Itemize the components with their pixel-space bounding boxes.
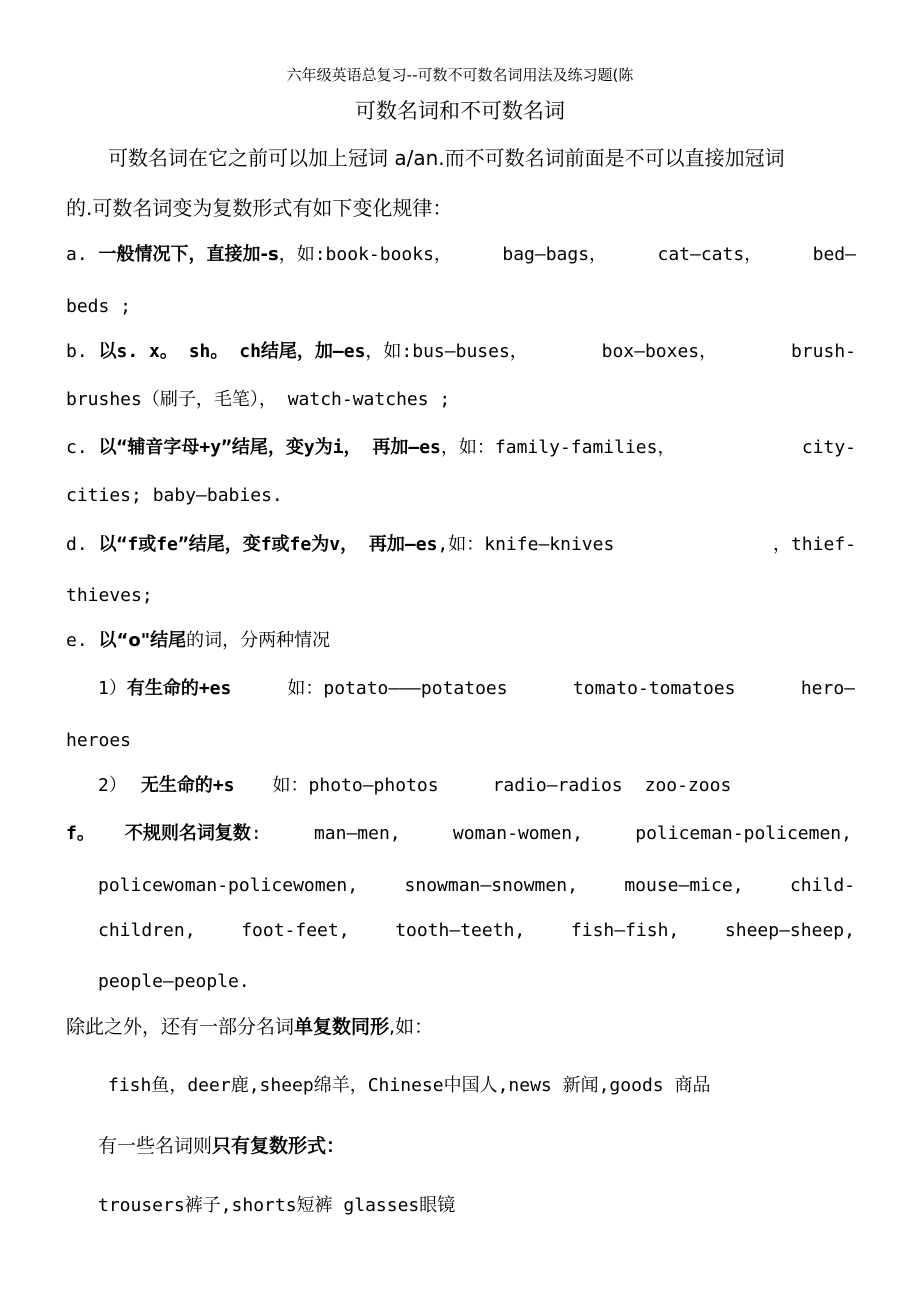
rule-f-rule: 不规则名词复数: [124, 823, 251, 844]
rule-e-sub2-example-1: 如：photo—photos: [272, 775, 439, 796]
rule-b-rule: 以s. x。 sh。 ch结尾，加—es: [98, 341, 366, 362]
rule-a-example-2: bag—bags，: [502, 244, 608, 265]
rule-f-line-2: [98, 877, 855, 895]
rule-f-example-8: children,: [98, 920, 196, 941]
rule-f-colon: :: [250, 823, 262, 844]
rule-e-sub1-label: 有生命的+es: [126, 678, 232, 699]
rule-f-example-3: policeman-policemen,: [635, 823, 852, 844]
rule-e-rule: 以“o"结尾: [98, 630, 187, 651]
rule-a-example-1: ，如:book-books，: [278, 244, 452, 265]
rule-e-sub2-line: [98, 777, 731, 795]
rule-f-example-5: snowman—snowmen,: [404, 875, 578, 896]
document-title: 可数名词和不可数名词: [355, 99, 565, 123]
rule-b-example-1: ，如:bus—buses，: [365, 341, 528, 362]
rule-b-head: [66, 343, 528, 361]
rule-c-prefix: c.: [66, 437, 88, 458]
rule-f-example-7: child-: [789, 875, 855, 896]
rule-e-sub1-example-3: hero—: [800, 678, 855, 699]
plural-only-examples: trousers裤子,shorts短裤 glasses眼镜: [98, 1195, 456, 1216]
rule-d-rule: 以“f或fe”结尾，变f或fe为v， 再加—es: [98, 534, 438, 555]
rule-e-sub2-example-3: zoo-zoos: [644, 775, 732, 796]
rule-c-line: [66, 439, 856, 457]
same-form-heading: [66, 1018, 433, 1037]
rule-e-sub2-num: 2）: [98, 775, 127, 796]
plural-only-heading: [98, 1137, 345, 1156]
rule-a-example-3: cat—cats，: [657, 244, 763, 265]
intro-line-1: 可数名词在它之前可以加上冠词 a/an.而不可数名词前面是不可以直接加冠词: [108, 146, 785, 170]
rule-f-prefix: f。: [66, 823, 95, 844]
rule-d-example-2: ，thief-: [772, 534, 856, 555]
rule-d-line: [66, 536, 856, 554]
rule-a-prefix: a.: [66, 244, 88, 265]
rule-f-example-4: policewoman-policewomen,: [98, 875, 359, 896]
rule-a-head: [66, 246, 452, 264]
rule-e-tail: 的词，分两种情况: [186, 630, 331, 651]
rule-f-head: [66, 825, 262, 843]
rule-f-example-6: mouse—mice,: [624, 875, 744, 896]
rule-d-prefix: d.: [66, 534, 88, 555]
rule-c-rule: 以“辅音字母+y”结尾，变y为i， 再加—es: [98, 437, 441, 458]
rule-e-sub1-line: [98, 680, 855, 698]
rule-e-prefix: e.: [66, 630, 88, 651]
plural-only-text-before: 有一些名词则: [98, 1135, 213, 1157]
rule-d-head: [66, 536, 614, 554]
rule-b-example-2: box—boxes，: [601, 341, 718, 362]
rule-e-sub2-example-2: radio—radios: [492, 775, 623, 796]
plural-only-bold: 只有复数形式：: [212, 1135, 346, 1157]
same-form-text-after: ,如：: [389, 1016, 434, 1038]
rule-f-example-2: woman-women,: [452, 823, 583, 844]
rule-f-example-10: tooth—teeth,: [395, 920, 526, 941]
same-form-text-before: 除此之外，还有一部分名词: [66, 1016, 295, 1038]
rule-e-sub1-example-1: 如：potato———potatoes: [287, 678, 508, 699]
rule-f-example-12: sheep—sheep,: [724, 920, 855, 941]
rule-a-example-4: bed—: [812, 244, 856, 265]
rule-f-example-1: man—men,: [313, 823, 401, 844]
rule-e-sub1-num: 1）: [98, 678, 127, 699]
rule-b-continuation: brushes（刷子，毛笔）， watch-watches ;: [66, 389, 451, 410]
rule-b-line: [66, 343, 856, 361]
same-form-examples: fish鱼，deer鹿,sheep绵羊，Chinese中国人,news 新闻,goods 商品: [108, 1075, 711, 1096]
rule-e-sub1-head: [98, 680, 508, 698]
rule-f-example-11: fish—fish,: [570, 920, 680, 941]
rule-b-example-3: brush-: [790, 341, 856, 362]
page-header: 六年级英语总复习--可数不可数名词用法及练习题(陈: [286, 66, 634, 84]
rule-c-continuation: cities; baby—babies.: [66, 485, 283, 506]
rule-f-line: [66, 825, 852, 843]
rule-d-example-1: ,如：knife—knives: [437, 534, 615, 555]
rule-a-rule: 一般情况下，直接加-s: [98, 244, 279, 265]
rule-f-line-4: people—people.: [98, 971, 250, 992]
rule-e-line: [66, 632, 330, 650]
rule-c-head: [66, 439, 675, 457]
rule-e-sub1-continuation: heroes: [66, 730, 132, 751]
rule-d-continuation: thieves;: [66, 585, 153, 606]
rule-e-sub2-label: 无生命的+s: [140, 775, 235, 796]
rule-b-prefix: b.: [66, 341, 88, 362]
rule-c-example-2: city-: [801, 437, 856, 458]
rule-f-example-9: foot-feet,: [241, 920, 350, 941]
rule-a-continuation: beds ;: [66, 296, 132, 317]
rule-e-sub1-example-2: tomato-tomatoes: [572, 678, 736, 699]
rule-a-line: [66, 246, 856, 264]
rule-c-example-1: ，如：family-families，: [440, 437, 676, 458]
same-form-bold: 单复数同形: [294, 1016, 390, 1038]
rule-f-line-3: [98, 922, 855, 940]
intro-line-2: 的.可数名词变为复数形式有如下变化规律：: [66, 196, 453, 220]
